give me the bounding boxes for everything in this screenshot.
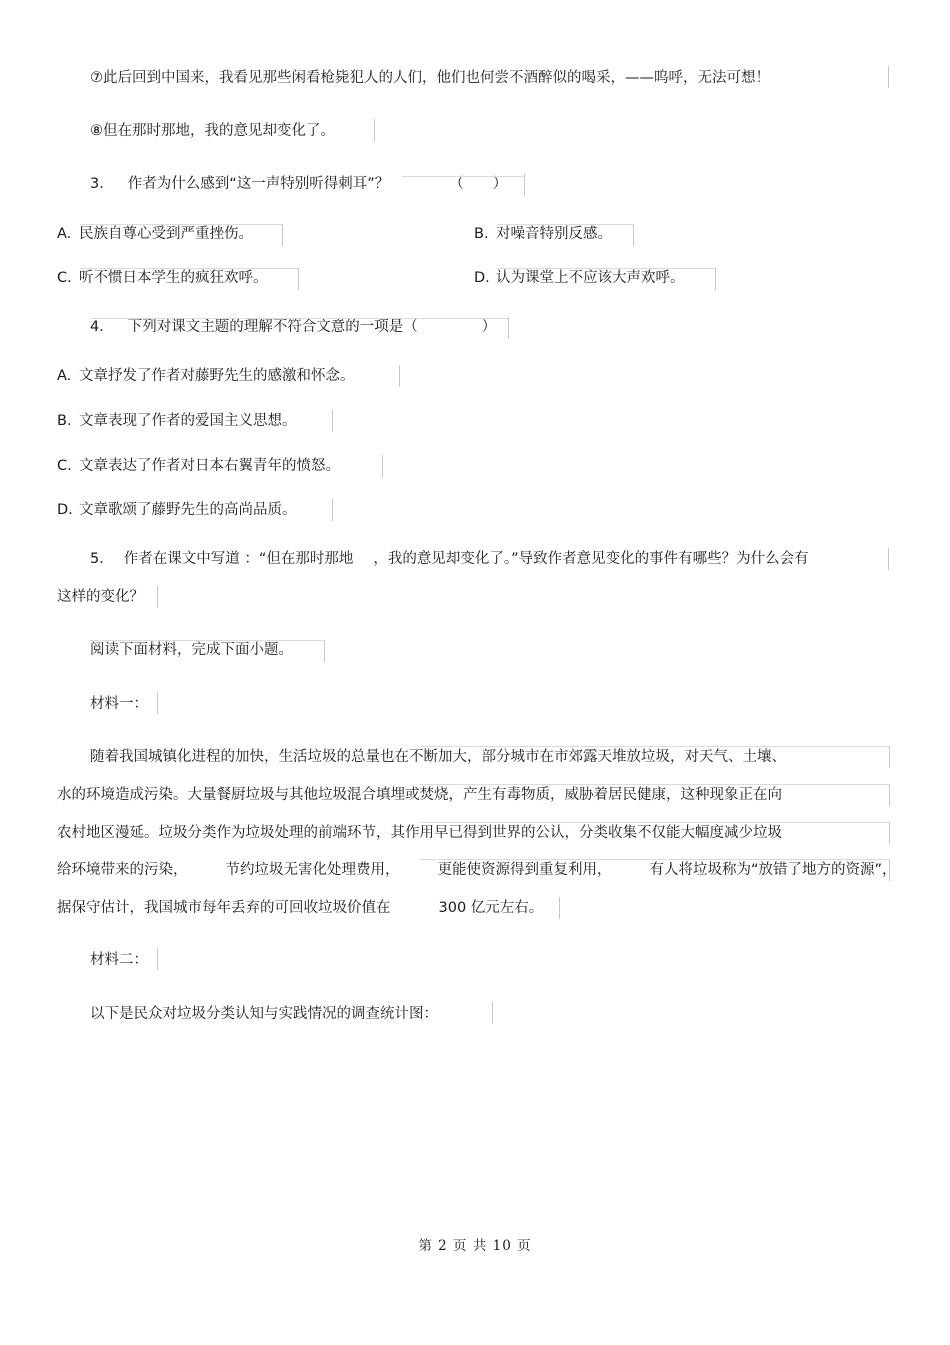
material-1-line-2: 水的环境造成污染。大量餐厨垃圾与其他垃圾混合填埋或焚烧，产生有毒物质，威胁着居民健康，这种现象正在向 bbox=[57, 787, 782, 803]
field-border bbox=[420, 859, 890, 860]
field-border bbox=[332, 499, 333, 521]
field-border bbox=[324, 640, 325, 662]
question-4 bbox=[90, 317, 496, 337]
option-text: 民族自尊心受到严重挫伤。 bbox=[79, 226, 253, 242]
q4-option-b[interactable] bbox=[57, 411, 297, 431]
field-border bbox=[889, 784, 890, 806]
question-number: 3． bbox=[90, 176, 114, 192]
field-border bbox=[559, 897, 560, 919]
field-border bbox=[399, 365, 400, 387]
field-border bbox=[497, 268, 715, 269]
field-border bbox=[889, 822, 890, 844]
option-letter: D. bbox=[57, 502, 73, 518]
question-stem: 作者在课文中写道 ：“但在那时那地 bbox=[123, 551, 354, 567]
text-segment: 更能使资源得到重复利用， bbox=[437, 862, 612, 878]
field-border bbox=[402, 176, 524, 177]
option-letter: A. bbox=[57, 226, 72, 242]
material-2-text: 以下是民众对垃圾分类认知与实践情况的调查统计图： bbox=[90, 1006, 438, 1022]
page-number: 第 2 页 共 10 页 bbox=[418, 1238, 532, 1254]
question-stem-continued: ，我的意见却变化了。”导致作者意见变化的事件有哪些？为什么会有 bbox=[373, 551, 809, 567]
field-border bbox=[90, 318, 508, 319]
field-border bbox=[332, 410, 333, 432]
q4-option-a[interactable] bbox=[57, 366, 355, 386]
field-border bbox=[888, 548, 889, 570]
question-stem: 作者为什么感到“这一声特别听得刺耳”？ bbox=[127, 176, 390, 192]
field-border bbox=[889, 859, 890, 881]
question-stem: 下列对课文主题的理解不符合文意的一项是（ bbox=[127, 319, 418, 335]
answer-blank[interactable]: （ ） bbox=[449, 176, 508, 192]
question-3 bbox=[90, 174, 507, 194]
question-number: 4． bbox=[90, 319, 114, 335]
reading-instruction: 阅读下面材料，完成下面小题。 bbox=[90, 642, 293, 658]
option-text: 文章抒发了作者对藤野先生的感激和怀念。 bbox=[79, 368, 355, 384]
text-segment: 节约垃圾无害化处理费用， bbox=[225, 862, 400, 878]
option-text: 文章歌颂了藤野先生的高尚品质。 bbox=[79, 502, 297, 518]
field-border bbox=[420, 822, 890, 823]
field-border bbox=[633, 224, 634, 246]
q4-option-c[interactable] bbox=[57, 456, 340, 476]
text-segment: 给环境带来的污染， bbox=[57, 862, 188, 878]
text-segment: 据保守估计，我国城市每年丢弃的可回收垃圾价值在 bbox=[57, 900, 391, 916]
field-border bbox=[524, 174, 525, 196]
field-border bbox=[80, 224, 282, 225]
material-1-line-1: 随着我国城镇化进程的加快，生活垃圾的总量也在不断加大，部分城市在市郊露天堆放垃圾，对天气、土壤、 bbox=[90, 749, 786, 765]
field-border bbox=[508, 317, 509, 339]
question-number: 5． bbox=[90, 551, 114, 567]
q3-option-d[interactable] bbox=[474, 268, 685, 288]
field-border bbox=[888, 66, 889, 88]
question-5 bbox=[90, 549, 809, 569]
field-border bbox=[382, 455, 383, 477]
option-text: 文章表达了作者对日本右翼青年的愤怒。 bbox=[79, 458, 340, 474]
field-border bbox=[497, 224, 633, 225]
material-2-heading: 材料二： bbox=[90, 952, 148, 968]
q3-option-b[interactable] bbox=[474, 224, 612, 244]
option-letter: B. bbox=[57, 413, 72, 429]
question-paren-close: ） bbox=[481, 319, 497, 335]
option-text: 对噪音特别反感。 bbox=[496, 226, 612, 242]
q3-option-a[interactable] bbox=[57, 224, 253, 244]
field-border bbox=[420, 746, 890, 747]
q3-option-c[interactable] bbox=[57, 268, 268, 288]
text-segment: 300 亿元左右。 bbox=[438, 900, 544, 916]
field-border bbox=[374, 119, 375, 141]
field-border bbox=[282, 224, 283, 246]
field-border bbox=[715, 268, 716, 290]
q4-option-d[interactable] bbox=[57, 500, 297, 520]
field-border bbox=[157, 586, 158, 608]
option-letter: C. bbox=[57, 270, 72, 286]
field-border bbox=[298, 268, 299, 290]
field-border bbox=[157, 948, 158, 970]
field-border bbox=[889, 746, 890, 768]
field-border bbox=[157, 692, 158, 714]
material-1-line-4 bbox=[57, 860, 897, 880]
material-1-line-5 bbox=[57, 898, 543, 918]
passage-paragraph-8: ⑧但在那时那地，我的意见却变化了。 bbox=[90, 123, 335, 139]
field-border bbox=[420, 784, 890, 785]
option-text: 认为课堂上不应该大声欢呼。 bbox=[496, 270, 685, 286]
passage-paragraph-7: ⑦此后回到中国来，我看见那些闲看枪毙犯人的人们，他们也何尝不酒醉似的喝采，——呜呼，无法可想！ bbox=[90, 70, 770, 86]
option-letter: A. bbox=[57, 368, 72, 384]
question-5-line-2: 这样的变化？ bbox=[57, 589, 144, 605]
field-border bbox=[492, 1002, 493, 1024]
option-text: 文章表现了作者的爱国主义思想。 bbox=[79, 413, 297, 429]
material-1-line-3: 农村地区漫延。垃圾分类作为垃圾处理的前端环节，其作用早已得到世界的公认，分类收集不仅能大幅度减少垃圾 bbox=[57, 825, 782, 841]
material-1-heading: 材料一： bbox=[90, 696, 148, 712]
option-letter: B. bbox=[474, 226, 489, 242]
option-text: 听不惯日本学生的疯狂欢呼。 bbox=[79, 270, 268, 286]
field-border bbox=[90, 640, 324, 641]
option-letter: D. bbox=[474, 270, 490, 286]
field-border bbox=[80, 268, 298, 269]
text-segment: 有人将垃圾称为“放错了地方的资源”， bbox=[649, 862, 897, 878]
option-letter: C. bbox=[57, 458, 72, 474]
